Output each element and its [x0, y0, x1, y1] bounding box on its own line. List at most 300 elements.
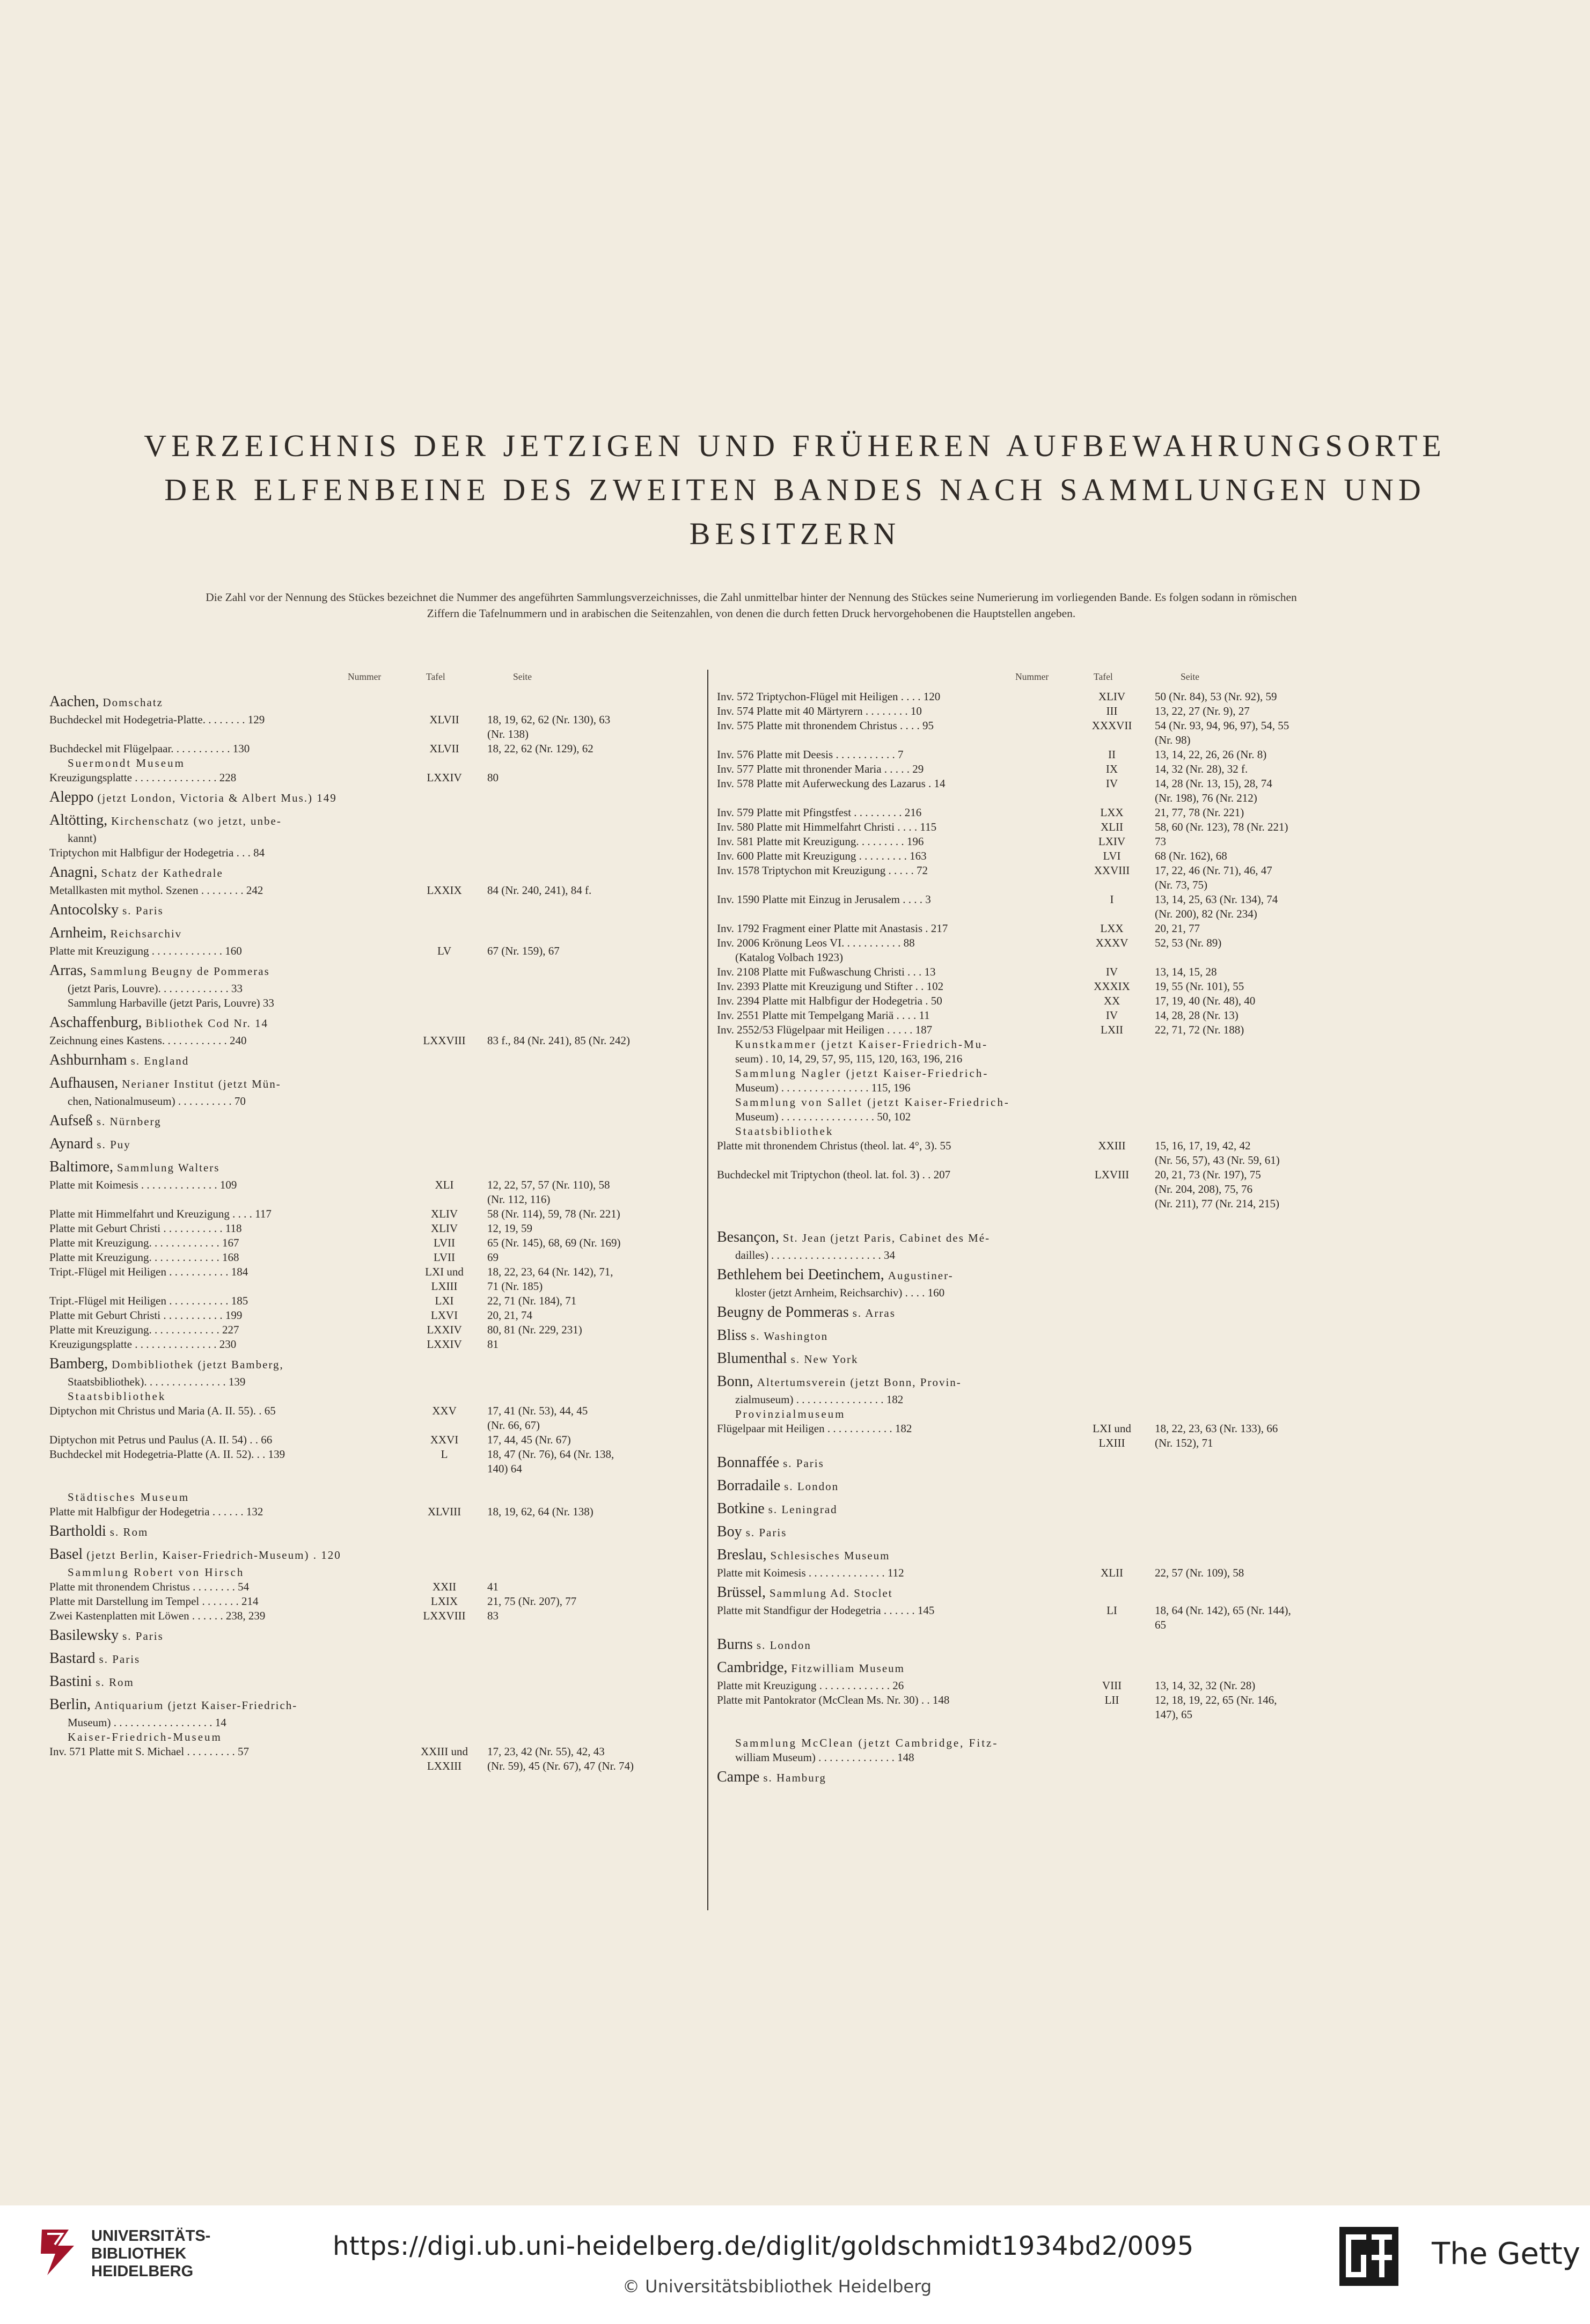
continuation-line [717, 1081, 1348, 1095]
page-references: 19, 55 (Nr. 101), 55 [1155, 980, 1244, 993]
plate-number: LXI [435, 1294, 454, 1307]
page-references: 17, 19, 40 (Nr. 48), 40 [1155, 994, 1256, 1007]
place-sub: s. Hamburg [763, 1771, 826, 1784]
collection-name [717, 1095, 1348, 1110]
page-references: 83 f., 84 (Nr. 241), 85 (Nr. 242) [487, 1034, 630, 1047]
plate-number: XLII [1101, 1566, 1123, 1579]
place-heading [49, 921, 680, 944]
place-name: Boy [717, 1523, 742, 1540]
ub-name [91, 2227, 210, 2281]
place-name: Bliss [717, 1327, 748, 1344]
object-description: Platte mit Kreuzigung . . . . . . . . . . . . . 160 [49, 944, 242, 957]
object-description: Buchdeckel mit Flügelpaar. . . . . . . . . . . 130 [49, 742, 250, 755]
object-description: Inv. 580 Platte mit Himmelfahrt Christi . . . . 115 [717, 820, 937, 833]
plate-number: LV [437, 944, 452, 957]
place-sub: s. Puy [97, 1138, 131, 1151]
plate-number: LXXVIII [423, 1609, 466, 1622]
place-name: Brüssel, [717, 1584, 766, 1601]
object-entry [717, 1566, 1348, 1580]
object-entry [49, 713, 680, 742]
object-description: Platte mit Geburt Christi . . . . . . . . . . . 118 [49, 1222, 242, 1235]
object-description: Platte mit Standfigur der Hodegetria . . . . . . 145 [717, 1604, 935, 1617]
place-name: Bonn, [717, 1373, 753, 1390]
getty-wordmark: The Getty [1432, 2237, 1580, 2271]
entry-text: william Museum) . . . . . . . . . . . . . . 148 [735, 1751, 914, 1764]
page-references-continued: (Nr. 198), 76 (Nr. 212) [1155, 791, 1257, 804]
plate-number: LXX [1100, 922, 1124, 935]
plate-number: LVII [433, 1236, 456, 1249]
page-references: 12, 18, 19, 22, 65 (Nr. 146, [1155, 1693, 1277, 1706]
place-sub: Augustiner- [888, 1269, 954, 1282]
plate-number: IV [1105, 965, 1118, 978]
collection-name [49, 1730, 680, 1744]
object-description: Buchdeckel mit Triptychon (theol. lat. fol. 3) . . 207 [717, 1168, 951, 1181]
place-heading [49, 808, 680, 831]
object-entry [49, 1308, 680, 1323]
place-sub: St. Jean (jetzt Paris, Cabinet des Mé- [782, 1231, 991, 1244]
object-description: Zwei Kastenplatten mit Löwen . . . . . . 238, 239 [49, 1609, 266, 1622]
object-description: Buchdeckel mit Hodegetria-Platte. . . . . . . . 129 [49, 713, 265, 726]
plate-number: LXIX [430, 1595, 458, 1608]
collection-name [717, 1736, 1348, 1750]
place-sub: s. Washington [751, 1330, 829, 1343]
title-line-1: VERZEICHNIS DER JETZIGEN UND FRÜHEREN AUFBEWAHRUNGSORTE [144, 428, 1446, 463]
entry-text: Städtisches Museum [68, 1491, 190, 1504]
plate-number: LXVI [430, 1309, 458, 1322]
object-description: Platte mit Geburt Christi . . . . . . . . . . . 199 [49, 1309, 243, 1322]
place-name: Blumenthal [717, 1350, 787, 1367]
continuation-line [717, 1110, 1348, 1124]
page-references: 80 [487, 771, 499, 784]
plate-number-continued: LXIII [431, 1280, 458, 1293]
place-name: Aschaffenburg, [49, 1014, 142, 1031]
column-header [49, 668, 680, 690]
entry-text: Museum) . . . . . . . . . . . . . . . . . 50, 102 [735, 1110, 911, 1123]
page-references: 18, 19, 62, 62 (Nr. 130), 63 [487, 713, 611, 726]
header-seite: Seite [513, 671, 532, 682]
collection-name [717, 1124, 1348, 1139]
place-name: Bethlehem bei Deetinchem, [717, 1266, 884, 1283]
place-sub: Antiquarium (jetzt Kaiser-Friedrich- [94, 1699, 298, 1712]
plate-number: II [1108, 748, 1116, 761]
plate-number: LXI und [1093, 1422, 1131, 1435]
object-description: Inv. 2393 Platte mit Kreuzigung und Stifter . . 102 [717, 980, 944, 993]
plate-number: XXIII [1098, 1139, 1126, 1152]
page-references: 13, 14, 25, 63 (Nr. 134), 74 [1155, 893, 1278, 906]
page-references: 14, 28 (Nr. 13, 15), 28, 74 [1155, 777, 1272, 790]
object-entry [49, 1505, 680, 1519]
place-name: Bamberg, [49, 1355, 108, 1372]
page-references-continued: 140) 64 [487, 1462, 522, 1475]
place-name: Anagni, [49, 864, 98, 881]
plate-number: XLVII [429, 713, 459, 726]
object-entry [717, 805, 1348, 820]
object-description: Tript.-Flügel mit Heiligen . . . . . . . . . . . 185 [49, 1294, 248, 1307]
page-references: 69 [487, 1251, 499, 1264]
page-references: 18, 47 (Nr. 76), 64 (Nr. 138, [487, 1448, 614, 1461]
object-entry [717, 849, 1348, 863]
page-references: 18, 22, 62 (Nr. 129), 62 [487, 742, 593, 755]
place-name: Aufhausen, [49, 1075, 119, 1091]
entry-text: Kunstkammer (jetzt Kaiser-Friedrich-Mu- [735, 1038, 988, 1051]
entry-text: kannt) [68, 832, 97, 845]
object-entry [49, 1609, 680, 1623]
place-heading [49, 1352, 680, 1375]
object-description: Inv. 2552/53 Flügelpaar mit Heiligen . . . . . 187 [717, 1023, 933, 1036]
place-name: Arnheim, [49, 925, 107, 941]
page-references: 58 (Nr. 114), 59, 78 (Nr. 221) [487, 1207, 620, 1220]
plate-number-continued: LXXIII [427, 1760, 462, 1772]
place-name: Cambridge, [717, 1659, 788, 1676]
page-references: 14, 32 (Nr. 28), 32 f. [1155, 763, 1248, 775]
entry-text: Sammlung Harbaville (jetzt Paris, Louvre) 33 [68, 996, 274, 1009]
object-entry [717, 776, 1348, 805]
place-sub: s. London [784, 1480, 839, 1493]
place-name: Breslau, [717, 1546, 767, 1563]
place-sub: Nerianer Institut (jetzt Mün- [122, 1077, 281, 1090]
header-tafel: Tafel [426, 671, 445, 682]
page-title [32, 424, 1558, 556]
plate-number: III [1106, 705, 1118, 717]
object-description: Platte mit Kreuzigung. . . . . . . . . . . . . 227 [49, 1323, 239, 1336]
page-references-continued: 71 (Nr. 185) [487, 1280, 543, 1293]
object-description: Triptychon mit Halbfigur der Hodegetria . . . 84 [49, 846, 265, 859]
intro-paragraph: Die Zahl vor der Nennung des Stückes bezeichnet die Nummer des angeführten Sammlungsverzeichnisses, die Zahl unmittelbar hinter der Nennung des Stückes seine Numerierung im vorliegenden Bande. Es folgen sodann in römischen Ziffern die Tafelnummern und in arabischen die Seitenzahlen, von denen die durch fetten Druck hervorgehobenen die Hauptstellen angeben. [206, 591, 1297, 620]
object-description: Inv. 578 Platte mit Auferweckung des Lazarus . 14 [717, 777, 946, 790]
plate-number: LXXIX [427, 884, 462, 897]
plate-number: XXIII und [420, 1745, 468, 1758]
place-sub: Bibliothek Cod Nr. 14 [145, 1017, 269, 1030]
object-entry [49, 1744, 680, 1773]
place-name: Burns [717, 1636, 753, 1653]
plate-number: LXII [1101, 1023, 1123, 1036]
object-description: Diptychon mit Christus und Maria (A. II. 55). . 65 [49, 1404, 276, 1417]
plate-number: VIII [1102, 1679, 1122, 1692]
plate-number: LXVIII [1094, 1168, 1130, 1181]
plate-number-continued: LXIII [1098, 1436, 1125, 1449]
object-entry [49, 1207, 680, 1221]
plate-number: LI [1107, 1604, 1117, 1617]
page-references: 20, 21, 74 [487, 1309, 532, 1322]
place-heading [717, 1655, 1348, 1678]
entry-text: Staatsbibliothek). . . . . . . . . . . . . . . 139 [68, 1375, 246, 1388]
place-sub: s. Rom [96, 1676, 134, 1689]
page-references: 84 (Nr. 240, 241), 84 f. [487, 884, 592, 897]
object-description: Platte mit thronendem Christus . . . . . . . . 54 [49, 1580, 250, 1593]
place-name: Altötting, [49, 812, 108, 829]
entry-text: Staatsbibliothek [68, 1390, 166, 1403]
continuation-line [49, 981, 680, 996]
entry-text: Sammlung von Sallet (jetzt Kaiser-Friedrich- [735, 1096, 1010, 1109]
object-description: Buchdeckel mit Hodegetria-Platte (A. II. 52). . . 139 [49, 1448, 285, 1461]
place-sub: Dombibliothek (jetzt Bamberg, [112, 1358, 284, 1371]
place-heading [717, 1369, 1348, 1392]
collection-name [49, 1389, 680, 1404]
object-entry [717, 1008, 1348, 1023]
page-references: 13, 22, 27 (Nr. 9), 27 [1155, 705, 1250, 717]
place-heading [717, 1632, 1348, 1655]
plate-number: XLIV [1098, 690, 1126, 703]
place-sub: s. Paris [122, 904, 164, 917]
plate-number: XLII [1101, 820, 1123, 833]
place-sub: s. Paris [745, 1526, 787, 1539]
object-description: Inv. 2551 Platte mit Tempelgang Mariä . . . . 11 [717, 1009, 930, 1022]
plate-number: LXX [1100, 806, 1124, 819]
object-entry [49, 883, 680, 898]
place-heading [49, 690, 680, 713]
object-description: Platte mit Kreuzigung. . . . . . . . . . . . . 168 [49, 1251, 239, 1264]
object-description: Inv. 1578 Triptychon mit Kreuzigung . . . . . 72 [717, 864, 928, 877]
page-references: 20, 21, 77 [1155, 922, 1200, 935]
place-name: Ashburnham [49, 1052, 127, 1068]
object-description: Inv. 1792 Fragment einer Platte mit Anastasis . 217 [717, 922, 948, 935]
page-references: 22, 71 (Nr. 184), 71 [487, 1294, 577, 1307]
object-description: Platte mit Halbfigur der Hodegetria . . . . . . 132 [49, 1505, 263, 1518]
continuation-line [717, 1392, 1348, 1407]
entry-text: Sammlung Robert von Hirsch [68, 1566, 245, 1579]
object-description: Inv. 575 Platte mit thronendem Christus . . . . 95 [717, 719, 934, 732]
object-description: Inv. 571 Platte mit S. Michael . . . . . . . . . 57 [49, 1745, 249, 1758]
collection-name [49, 1490, 680, 1505]
place-heading [717, 1346, 1348, 1369]
plate-number: XXVI [430, 1433, 459, 1446]
place-name: Bastini [49, 1673, 92, 1690]
object-entry [49, 1433, 680, 1447]
plate-number: XXXV [1095, 936, 1129, 949]
page-references-continued: (Nr. 112, 116) [487, 1193, 551, 1206]
object-description: Tript.-Flügel mit Heiligen . . . . . . . . . . . 184 [49, 1265, 248, 1278]
object-entry [717, 690, 1348, 704]
page-references: 21, 75 (Nr. 207), 77 [487, 1595, 577, 1608]
place-name: Aleppo [49, 789, 94, 805]
ub-logo-icon [31, 2224, 85, 2278]
collection-name [717, 1407, 1348, 1421]
place-name: Borradaile [717, 1477, 781, 1494]
object-description: Platte mit Darstellung im Tempel . . . . . . . 214 [49, 1595, 259, 1608]
object-entry [49, 1594, 680, 1609]
place-heading [49, 1048, 680, 1071]
place-sub: (jetzt Berlin, Kaiser-Friedrich-Museum) . 120 [86, 1549, 341, 1561]
place-sub: s. Nürnberg [96, 1115, 162, 1128]
plate-number: XLVII [429, 742, 459, 755]
object-entry [717, 1139, 1348, 1168]
object-description: Inv. 576 Platte mit Deesis . . . . . . . . . . . 7 [717, 748, 904, 761]
place-sub: s. New York [790, 1353, 859, 1366]
entry-text: Suermondt Museum [68, 757, 185, 769]
place-heading [717, 1300, 1348, 1323]
plate-number: XLIV [430, 1207, 458, 1220]
header-seite: Seite [1181, 671, 1199, 682]
ub-name-line: BIBLIOTHEK [91, 2245, 187, 2262]
plate-number: IV [1105, 1009, 1118, 1022]
page-references-continued: (Nr. 138) [487, 728, 529, 741]
continuation-line [717, 1286, 1348, 1300]
place-sub: s. Rom [109, 1526, 149, 1538]
continuation-line [49, 1375, 680, 1389]
plate-number: XLIV [430, 1222, 458, 1235]
page-references-continued: (Nr. 98) [1155, 734, 1191, 746]
place-name: Besançon, [717, 1229, 779, 1245]
object-description: Diptychon mit Petrus und Paulus (A. II. 54) . . 66 [49, 1433, 273, 1446]
place-heading [717, 1263, 1348, 1286]
plate-number: XX [1103, 994, 1120, 1007]
place-sub: s. Leningrad [768, 1503, 838, 1516]
place-heading [717, 1765, 1348, 1788]
page-references: 13, 14, 32, 32 (Nr. 28) [1155, 1679, 1256, 1692]
continuation-line [717, 1248, 1348, 1263]
plate-number: IX [1105, 763, 1118, 775]
page-references: 67 (Nr. 159), 67 [487, 944, 560, 957]
plate-number: XXII [432, 1580, 457, 1593]
object-entry [49, 1294, 680, 1308]
place-heading [717, 1450, 1348, 1473]
plate-number: LXIV [1098, 835, 1126, 848]
entry-text: Kaiser-Friedrich-Museum [68, 1731, 222, 1743]
object-entry [717, 820, 1348, 834]
ub-name-line: UNIVERSITÄTS- [91, 2227, 211, 2245]
object-entry [717, 994, 1348, 1008]
header-tafel: Tafel [1094, 671, 1113, 682]
place-heading [49, 1132, 680, 1155]
plate-number: XLI [435, 1178, 454, 1191]
page-references: 21, 77, 78 (Nr. 221) [1155, 806, 1244, 819]
page-references-continued: 65 [1155, 1618, 1166, 1631]
continuation-line [49, 1715, 680, 1730]
page-references-continued: (Nr. 204, 208), 75, 76 [1155, 1183, 1252, 1196]
place-name: Bartholdi [49, 1523, 106, 1539]
object-description: Inv. 572 Triptychon-Flügel mit Heiligen . . . . 120 [717, 690, 941, 703]
entry-text: (Katalog Volbach 1923) [735, 951, 844, 964]
page-references: 12, 22, 57, 57 (Nr. 110), 58 [487, 1178, 610, 1191]
place-name: Basilewsky [49, 1627, 119, 1644]
source-url-link[interactable]: https://digi.ub.uni-heidelberg.de/diglit/goldschmidt1934bd2/0095 [333, 2231, 1194, 2261]
place-name: Aachen, [49, 693, 99, 710]
title-line-2: DER ELFENBEINE DES ZWEITEN BANDES NACH SAMMLUNGEN UND [164, 472, 1426, 507]
page-references-continued: (Nr. 211), 77 (Nr. 214, 215) [1155, 1197, 1279, 1210]
place-sub: Reichsarchiv [110, 927, 182, 940]
plate-number: LXI und [425, 1265, 464, 1278]
object-description: Platte mit Koimesis . . . . . . . . . . . . . . 112 [717, 1566, 904, 1579]
object-description: Inv. 581 Platte mit Kreuzigung. . . . . . . . . 196 [717, 835, 924, 848]
place-sub: s. Paris [122, 1630, 164, 1643]
continuation-line [49, 996, 680, 1010]
getty-logo-icon [1339, 2227, 1398, 2286]
object-description: Inv. 2006 Krönung Leos VI. . . . . . . . . . . 88 [717, 936, 915, 949]
place-sub: Sammlung Walters [116, 1161, 220, 1174]
place-heading [49, 1519, 680, 1542]
place-heading [717, 1580, 1348, 1603]
place-heading [49, 1692, 680, 1715]
page-references: 22, 57 (Nr. 109), 58 [1155, 1566, 1244, 1579]
page-references-continued: (Nr. 56, 57), 43 (Nr. 59, 61) [1155, 1154, 1280, 1167]
object-description: Inv. 1590 Platte mit Einzug in Jerusalem . . . . 3 [717, 893, 931, 906]
collection-name [49, 1565, 680, 1580]
collection-name [717, 1037, 1348, 1052]
page-references: 58, 60 (Nr. 123), 78 (Nr. 221) [1155, 820, 1288, 833]
page-references: 18, 22, 23, 63 (Nr. 133), 66 [1155, 1422, 1278, 1435]
object-entry [717, 1168, 1348, 1211]
copyright-text: © Universitätsbibliothek Heidelberg [622, 2276, 932, 2297]
place-name: Bonnaffée [717, 1454, 780, 1471]
object-entry [49, 1178, 680, 1207]
place-sub: Schlesisches Museum [770, 1549, 890, 1562]
object-entry [717, 936, 1348, 950]
object-entry [717, 892, 1348, 921]
place-heading [717, 1225, 1348, 1248]
object-entry [717, 863, 1348, 892]
place-sub: Schatz der Kathedrale [101, 867, 223, 879]
object-entry [717, 1603, 1348, 1632]
page-references: 80, 81 (Nr. 229, 231) [487, 1323, 582, 1336]
entry-text: (jetzt Paris, Louvre). . . . . . . . . . . . . 33 [68, 982, 243, 995]
continuation-line [717, 1750, 1348, 1765]
place-sub: Sammlung Ad. Stoclet [770, 1587, 893, 1600]
header-nummer: Nummer [1015, 671, 1049, 682]
continuation-line [49, 831, 680, 846]
place-sub: (jetzt London, Victoria & Albert Mus.) 149 [97, 791, 337, 804]
object-description: Inv. 577 Platte mit thronender Maria . . . . . 29 [717, 763, 924, 775]
page-references: 17, 23, 42 (Nr. 55), 42, 43 [487, 1745, 605, 1758]
object-description: Platte mit Kreuzigung. . . . . . . . . . . . . 167 [49, 1236, 239, 1249]
column-divider [707, 670, 708, 1910]
object-description: Flügelpaar mit Heiligen . . . . . . . . . . . . 182 [717, 1422, 912, 1435]
header-nummer: Nummer [348, 671, 382, 682]
object-description: Inv. 574 Platte mit 40 Märtyrern . . . . . . . . 10 [717, 705, 922, 717]
object-entry [49, 1580, 680, 1594]
object-description: Inv. 600 Platte mit Kreuzigung . . . . . . . . . 163 [717, 849, 927, 862]
object-entry [717, 762, 1348, 776]
place-sub: s. London [756, 1639, 811, 1652]
object-entry [49, 944, 680, 958]
ub-name-line: HEIDELBERG [91, 2263, 194, 2280]
object-description: Kreuzigungsplatte . . . . . . . . . . . . . . . 230 [49, 1338, 237, 1351]
plate-number: XLVIII [427, 1505, 461, 1518]
continuation-line [49, 1094, 680, 1109]
page-references: 13, 14, 15, 28 [1155, 965, 1217, 978]
entry-text: Museum) . . . . . . . . . . . . . . . . 115, 196 [735, 1081, 911, 1094]
place-heading [49, 898, 680, 921]
place-heading [717, 1497, 1348, 1520]
continuation-line [717, 950, 1348, 965]
page-references: 20, 21, 73 (Nr. 197), 75 [1155, 1168, 1261, 1181]
place-heading [49, 1646, 680, 1669]
plate-number: I [1110, 893, 1114, 906]
page-references-continued: (Nr. 59), 45 (Nr. 67), 47 (Nr. 74) [487, 1760, 634, 1772]
plate-number: LXXIV [427, 1338, 462, 1351]
plate-number: L [441, 1448, 448, 1461]
place-heading [49, 860, 680, 883]
entry-text: Provinzialmuseum [735, 1407, 846, 1420]
object-entry [49, 1265, 680, 1294]
place-sub: Domschatz [102, 696, 163, 709]
plate-number: LVI [1103, 849, 1121, 862]
object-description: Platte mit Koimesis . . . . . . . . . . . . . . 109 [49, 1178, 237, 1191]
page-references: 50 (Nr. 84), 53 (Nr. 92), 59 [1155, 690, 1277, 703]
plate-number: IV [1105, 777, 1118, 790]
place-name: Campe [717, 1769, 760, 1785]
object-description: Inv. 2394 Platte mit Halbfigur der Hodegetria . 50 [717, 994, 942, 1007]
object-entry [49, 1323, 680, 1337]
plate-number: LXXIV [427, 771, 462, 784]
place-name: Beugny de Pommeras [717, 1304, 849, 1321]
object-entry [49, 846, 680, 860]
place-heading [49, 1010, 680, 1033]
object-entry [49, 1221, 680, 1236]
plate-number: XXVIII [1094, 864, 1130, 877]
place-name: Baltimore, [49, 1159, 113, 1175]
object-entry [49, 1250, 680, 1265]
place-name: Antocolsky [49, 901, 119, 918]
